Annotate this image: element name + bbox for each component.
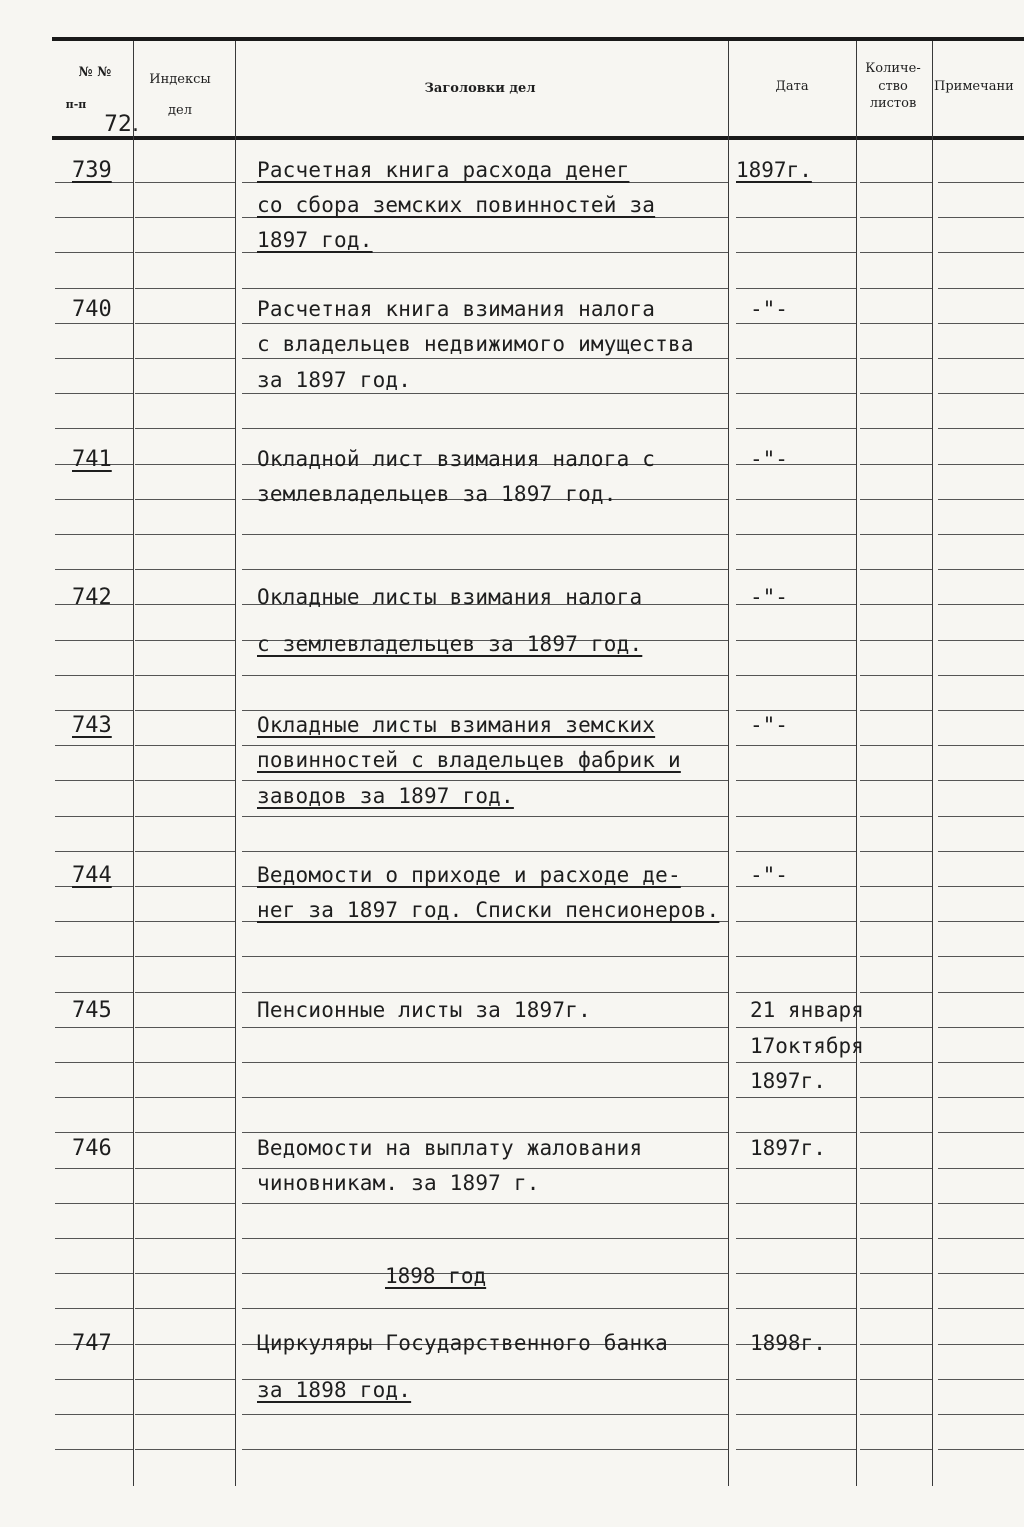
header-bottom-rule xyxy=(52,136,1024,140)
ruled-line xyxy=(736,1414,856,1415)
ruled-line xyxy=(736,1308,856,1309)
ruled-line xyxy=(55,1097,133,1098)
ruled-line xyxy=(242,1414,728,1415)
ruled-line xyxy=(860,921,932,922)
ruled-line xyxy=(860,851,932,852)
ruled-line xyxy=(135,780,235,781)
ruled-line xyxy=(55,428,133,429)
ruled-line xyxy=(55,1168,133,1169)
ruled-line xyxy=(135,1273,235,1274)
ruled-line xyxy=(55,1379,133,1380)
ruled-line xyxy=(242,288,728,289)
record-title-line: чиновникам. за 1897 г. xyxy=(257,1171,540,1195)
ruled-line xyxy=(242,358,728,359)
ruled-line xyxy=(135,358,235,359)
ruled-line xyxy=(938,956,1024,957)
ruled-line xyxy=(736,921,856,922)
ruled-line xyxy=(135,816,235,817)
column-divider-index xyxy=(235,41,236,1486)
header-number-line1: № № xyxy=(78,65,112,80)
ruled-line xyxy=(938,358,1024,359)
ruled-line xyxy=(860,956,932,957)
record-date: -"- xyxy=(750,297,788,321)
ruled-line xyxy=(55,393,133,394)
ruled-line xyxy=(135,288,235,289)
ruled-line xyxy=(55,921,133,922)
ruled-line xyxy=(135,1132,235,1133)
record-date: -"- xyxy=(750,863,788,887)
record-title-line: Ведомости на выплату жалования xyxy=(257,1136,643,1160)
ruled-line xyxy=(938,851,1024,852)
record-date: 1898г. xyxy=(750,1331,826,1355)
record-title-line: заводов за 1897 год. xyxy=(257,784,514,808)
ruled-line xyxy=(938,464,1024,465)
ruled-line xyxy=(135,956,235,957)
ruled-line xyxy=(938,604,1024,605)
ruled-line xyxy=(242,1308,728,1309)
ruled-line xyxy=(736,499,856,500)
ruled-line xyxy=(736,569,856,570)
ruled-line xyxy=(736,323,856,324)
ruled-line xyxy=(938,1344,1024,1345)
ruled-line xyxy=(135,499,235,500)
ruled-line xyxy=(242,1449,728,1450)
record-number: 746 xyxy=(72,1136,112,1161)
ruled-line xyxy=(860,393,932,394)
ruled-line xyxy=(55,534,133,535)
record-date: -"- xyxy=(750,585,788,609)
ruled-line xyxy=(860,1097,932,1098)
ruled-line xyxy=(736,393,856,394)
ruled-line xyxy=(860,1449,932,1450)
record-date: -"- xyxy=(750,713,788,737)
ruled-line xyxy=(55,217,133,218)
ruled-line xyxy=(938,1449,1024,1450)
ruled-line xyxy=(860,1062,932,1063)
ruled-line xyxy=(135,1097,235,1098)
ruled-line xyxy=(242,217,728,218)
ruled-line xyxy=(736,745,856,746)
record-title-line: Окладные листы взимания земских xyxy=(257,713,656,737)
ruled-line xyxy=(860,886,932,887)
record-date: 1897г. xyxy=(750,1136,826,1160)
ruled-line xyxy=(55,851,133,852)
record-number: 741 xyxy=(72,447,112,472)
record-title-line: за 1898 год. xyxy=(257,1378,412,1402)
ruled-line xyxy=(860,1308,932,1309)
ruled-line xyxy=(938,534,1024,535)
ruled-line xyxy=(736,1097,856,1098)
ruled-line xyxy=(135,886,235,887)
ruled-line xyxy=(242,956,728,957)
ruled-line xyxy=(860,710,932,711)
record-title-line: 1897 год. xyxy=(257,228,373,252)
ruled-line xyxy=(938,217,1024,218)
ruled-line xyxy=(938,886,1024,887)
ruled-line xyxy=(938,1273,1024,1274)
ruled-line xyxy=(242,323,728,324)
record-title-line: Расчетная книга взимания налога xyxy=(257,297,656,321)
ruled-line xyxy=(135,604,235,605)
ruled-line xyxy=(938,182,1024,183)
ruled-line xyxy=(135,1168,235,1169)
ruled-line xyxy=(242,992,728,993)
ruled-line xyxy=(242,710,728,711)
ruled-line xyxy=(242,780,728,781)
ruled-line xyxy=(135,851,235,852)
record-date: 1897г. xyxy=(750,1069,826,1093)
ruled-line xyxy=(55,358,133,359)
ruled-line xyxy=(938,992,1024,993)
ruled-line xyxy=(860,604,932,605)
ruled-line xyxy=(938,1097,1024,1098)
ruled-line xyxy=(135,1414,235,1415)
ruled-line xyxy=(860,992,932,993)
ruled-line xyxy=(55,745,133,746)
header-title: Заголовки дел xyxy=(424,81,536,96)
ruled-line xyxy=(135,640,235,641)
ruled-line xyxy=(135,745,235,746)
record-title-line: Циркуляры Государственного банка xyxy=(257,1331,668,1355)
ruled-line xyxy=(135,1203,235,1204)
ruled-line xyxy=(860,182,932,183)
ruled-line xyxy=(242,1132,728,1133)
ruled-line xyxy=(860,1168,932,1169)
ruled-line xyxy=(135,464,235,465)
ruled-line xyxy=(860,1027,932,1028)
page-number: 72. xyxy=(104,112,139,137)
section-heading-year: 1898 год xyxy=(385,1264,487,1288)
ruled-line xyxy=(736,428,856,429)
ruled-line xyxy=(860,1414,932,1415)
ruled-line xyxy=(55,1027,133,1028)
ruled-line xyxy=(135,323,235,324)
ruled-line xyxy=(736,675,856,676)
ruled-line xyxy=(938,1132,1024,1133)
ruled-line xyxy=(860,745,932,746)
record-title-line: Окладной лист взимания налога с xyxy=(257,447,656,471)
ruled-line xyxy=(860,288,932,289)
ruled-line xyxy=(860,464,932,465)
record-title-line: за 1897 год. xyxy=(257,368,412,392)
ruled-line xyxy=(736,956,856,957)
ruled-line xyxy=(55,1203,133,1204)
record-number: 739 xyxy=(72,158,112,183)
ruled-line xyxy=(135,675,235,676)
ruled-line xyxy=(242,1168,728,1169)
ruled-line xyxy=(55,675,133,676)
ruled-line xyxy=(736,182,856,183)
ruled-line xyxy=(860,1379,932,1380)
ruled-line xyxy=(938,640,1024,641)
header-number-line2: п-п xyxy=(65,98,87,111)
ruled-line xyxy=(860,1132,932,1133)
ruled-line xyxy=(736,816,856,817)
ruled-line xyxy=(736,1062,856,1063)
ruled-line xyxy=(55,1414,133,1415)
header-count: Количе- ство листов xyxy=(865,61,921,112)
ruled-line xyxy=(860,780,932,781)
ruled-line xyxy=(242,1203,728,1204)
ruled-line xyxy=(938,252,1024,253)
ruled-line xyxy=(55,992,133,993)
ruled-line xyxy=(860,252,932,253)
ruled-line xyxy=(736,780,856,781)
header-date: Дата xyxy=(775,79,809,94)
ruled-line xyxy=(938,323,1024,324)
record-title-line: Пенсионные листы за 1897г. xyxy=(257,998,591,1022)
column-divider-number xyxy=(133,41,134,1486)
ruled-line xyxy=(242,428,728,429)
ruled-line xyxy=(242,569,728,570)
ruled-line xyxy=(938,1308,1024,1309)
ruled-line xyxy=(135,217,235,218)
header-top-rule xyxy=(52,37,1024,41)
ruled-line xyxy=(55,956,133,957)
ruled-line xyxy=(938,921,1024,922)
ruled-line xyxy=(736,288,856,289)
ruled-line xyxy=(135,428,235,429)
ruled-line xyxy=(135,393,235,394)
record-date: -"- xyxy=(750,447,788,471)
ruled-line xyxy=(55,640,133,641)
ruled-line xyxy=(860,640,932,641)
header-index: Индексы дел xyxy=(149,72,211,119)
ruled-line xyxy=(736,710,856,711)
ruled-line xyxy=(860,534,932,535)
record-title-line: Расчетная книга расхода денег xyxy=(257,158,630,182)
ruled-line xyxy=(860,1344,932,1345)
ruled-line xyxy=(55,710,133,711)
ruled-line xyxy=(736,1203,856,1204)
ruled-line xyxy=(736,1238,856,1239)
ruled-line xyxy=(242,182,728,183)
ruled-line xyxy=(55,1308,133,1309)
ruled-line xyxy=(860,816,932,817)
ruled-line xyxy=(242,252,728,253)
ruled-line xyxy=(938,1062,1024,1063)
record-number: 742 xyxy=(72,585,112,610)
ruled-line xyxy=(938,1379,1024,1380)
record-number: 743 xyxy=(72,713,112,738)
ruled-line xyxy=(135,1449,235,1450)
ruled-line xyxy=(135,710,235,711)
ruled-line xyxy=(736,1168,856,1169)
ruled-line xyxy=(242,1027,728,1028)
ruled-line xyxy=(736,851,856,852)
record-title-line: с владельцев недвижимого имущества xyxy=(257,332,694,356)
ruled-line xyxy=(860,217,932,218)
ruled-line xyxy=(938,675,1024,676)
column-divider-date xyxy=(856,41,857,1486)
record-date: 1897г. xyxy=(736,158,812,182)
ruled-line xyxy=(242,1062,728,1063)
ruled-line xyxy=(135,252,235,253)
ruled-line xyxy=(55,252,133,253)
ruled-line xyxy=(736,1273,856,1274)
ruled-line xyxy=(135,1027,235,1028)
ruled-line xyxy=(938,1168,1024,1169)
ruled-line xyxy=(736,640,856,641)
ruled-line xyxy=(135,1308,235,1309)
ruled-line xyxy=(938,1414,1024,1415)
ruled-line xyxy=(938,569,1024,570)
record-date: 21 января xyxy=(750,998,864,1022)
ruled-line xyxy=(860,1273,932,1274)
ruled-line xyxy=(135,569,235,570)
record-title-line: землевладельцев за 1897 год. xyxy=(257,482,617,506)
record-title-line: Ведомости о приходе и расходе де- xyxy=(257,863,681,887)
ruled-line xyxy=(135,1238,235,1239)
ruled-line xyxy=(860,1203,932,1204)
ruled-line xyxy=(938,780,1024,781)
column-divider-title xyxy=(728,41,729,1486)
ruled-line xyxy=(242,851,728,852)
ruled-line xyxy=(55,569,133,570)
record-number: 744 xyxy=(72,863,112,888)
ruled-line xyxy=(736,1027,856,1028)
ruled-line xyxy=(860,358,932,359)
ruled-line xyxy=(55,1062,133,1063)
ruled-line xyxy=(736,1132,856,1133)
ruled-line xyxy=(860,675,932,676)
record-title-line: с землевладельцев за 1897 год. xyxy=(257,632,643,656)
ruled-line xyxy=(135,1344,235,1345)
ruled-line xyxy=(55,1132,133,1133)
ruled-line xyxy=(860,1238,932,1239)
record-title-line: повинностей с владельцев фабрик и xyxy=(257,748,681,772)
ruled-line xyxy=(938,288,1024,289)
ruled-line xyxy=(938,745,1024,746)
ruled-line xyxy=(736,217,856,218)
ruled-line xyxy=(55,499,133,500)
ruled-line xyxy=(135,1062,235,1063)
ruled-line xyxy=(736,252,856,253)
ruled-line xyxy=(736,534,856,535)
ruled-line xyxy=(938,1027,1024,1028)
ruled-line xyxy=(736,992,856,993)
ruled-line xyxy=(242,534,728,535)
ruled-line xyxy=(938,1203,1024,1204)
ruled-line xyxy=(242,816,728,817)
ruled-line xyxy=(736,358,856,359)
ruled-line xyxy=(55,1238,133,1239)
ruled-line xyxy=(242,1097,728,1098)
ruled-line xyxy=(938,499,1024,500)
record-number: 747 xyxy=(72,1331,112,1356)
ruled-line xyxy=(135,992,235,993)
ruled-line xyxy=(135,182,235,183)
ruled-line xyxy=(736,1449,856,1450)
ruled-line xyxy=(55,323,133,324)
record-number: 745 xyxy=(72,998,112,1023)
ruled-line xyxy=(242,745,728,746)
record-number: 740 xyxy=(72,297,112,322)
ruled-line xyxy=(938,710,1024,711)
ruled-line xyxy=(55,816,133,817)
ruled-line xyxy=(860,569,932,570)
ruled-line xyxy=(135,1379,235,1380)
ruled-line xyxy=(938,816,1024,817)
ruled-line xyxy=(55,288,133,289)
ruled-line xyxy=(242,1238,728,1239)
ruled-line xyxy=(736,1379,856,1380)
ruled-line xyxy=(55,1449,133,1450)
ruled-line xyxy=(242,393,728,394)
record-title-line: со сбора земских повинностей за xyxy=(257,193,656,217)
record-title-line: нег за 1897 год. Списки пенсионеров. xyxy=(257,898,720,922)
ruled-line xyxy=(135,534,235,535)
record-date: 17октября xyxy=(750,1034,864,1058)
header-notes: Примечани xyxy=(934,79,1014,94)
ruled-line xyxy=(242,675,728,676)
ruled-line xyxy=(135,921,235,922)
ruled-line xyxy=(938,1238,1024,1239)
ruled-line xyxy=(938,393,1024,394)
ruled-line xyxy=(860,323,932,324)
ruled-line xyxy=(55,780,133,781)
column-divider-count xyxy=(932,41,933,1486)
ruled-line xyxy=(860,499,932,500)
ruled-line xyxy=(860,428,932,429)
ruled-line xyxy=(938,428,1024,429)
ruled-line xyxy=(55,1273,133,1274)
record-title-line: Окладные листы взимания налога xyxy=(257,585,643,609)
